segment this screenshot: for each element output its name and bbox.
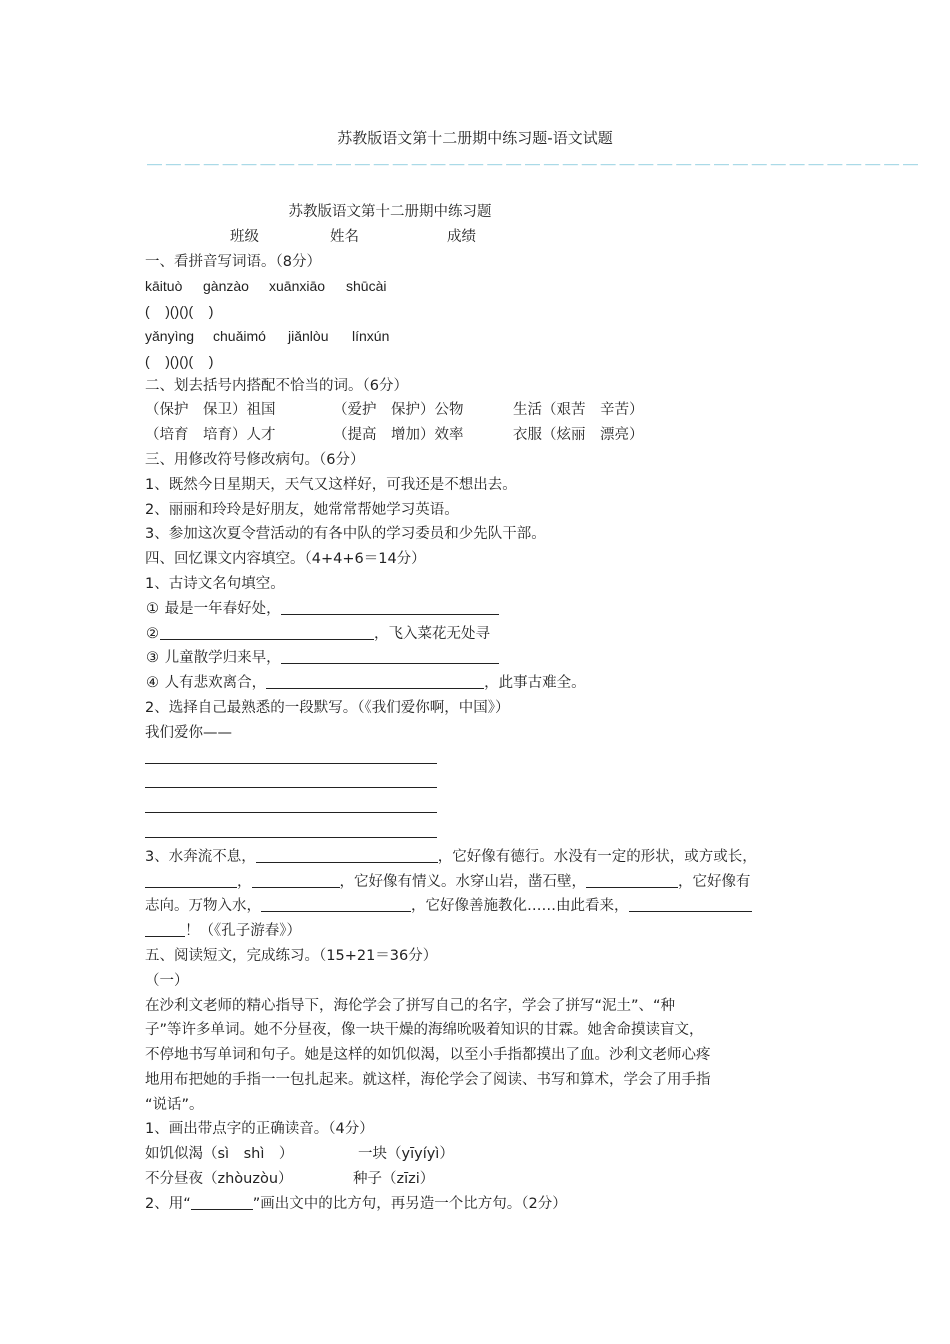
passage-line: 不停地书写单词和句子。她是这样的如饥似渴，以至小手指都摸出了血。沙利文老师心疼 (145, 1047, 711, 1064)
word-choice[interactable]: 衣服（炫丽 漂亮） (513, 427, 644, 444)
poem-text: ，此事古难全。 (484, 675, 586, 692)
passage-line: 地用布把她的手指一一包扎起来。就这样，海伦学会了阅读、书写和算术，学会了用手指 (145, 1071, 711, 1088)
name-label: 姓名 (330, 228, 359, 245)
passage-line: “说话”。 (145, 1096, 204, 1113)
question-text: ！（《孔子游春》） (185, 923, 301, 940)
water-question-line-4 (145, 919, 825, 944)
metaphor-question (145, 1192, 825, 1217)
poem-line-2 (145, 622, 825, 647)
question-text: 志向。万物入水， (145, 898, 261, 915)
poem-text: ，飞入菜花无处寻 (374, 625, 490, 642)
fill-blank[interactable] (586, 872, 678, 888)
word-choice[interactable]: （保护 保卫）祖国 (145, 402, 276, 419)
pinyin-word: kāituò (145, 278, 183, 295)
reading-subheading: （一） (145, 972, 189, 989)
fill-blank[interactable] (252, 872, 340, 888)
pronunciation-choice[interactable]: 种子（zīzi） (353, 1171, 435, 1188)
passage-line: 子”等许多单词。她不分昼夜，像一块干燥的海绵吮吸着知识的甘霖。她舍命摸读盲文， (145, 1022, 704, 1039)
pinyin-word: yǎnyìng (145, 327, 195, 344)
fill-blank[interactable] (261, 896, 411, 912)
word-choice-row-2 (145, 423, 825, 448)
poem-line-1 (145, 597, 825, 622)
section-3-heading: 三、用修改符号修改病句。（6分） (145, 451, 365, 468)
fill-blank[interactable] (160, 624, 374, 640)
circled-number: ② (146, 625, 159, 642)
recite-start: 我们爱你—— (145, 724, 232, 741)
score-label: 成绩 (447, 228, 476, 245)
question-text: ，它好像有情义。水穿山岩，凿石壁， (339, 873, 586, 890)
circled-number: ① (146, 600, 159, 617)
pronunciation-choice[interactable]: 不分昼夜（zhòuzòu） (145, 1171, 293, 1188)
pinyin-word: chuǎimó (213, 327, 266, 344)
word-choice[interactable]: （提高 增加）效率 (333, 427, 464, 444)
question-text: ，它好像有德行。水没有一定的形状，或方或长， (437, 848, 757, 865)
fill-blank[interactable] (281, 648, 499, 664)
answer-blanks-2[interactable]: ( )()()( ) (145, 352, 214, 369)
poem-line-3 (145, 646, 825, 671)
recite-question: 2、选择自己最熟悉的一段默写。（《我们爱你啊，中国》） (145, 699, 510, 716)
poem-text: 人有悲欢离合， (164, 675, 267, 692)
title-divider: ＿＿＿＿＿＿＿＿＿＿＿＿＿＿＿＿＿＿＿＿＿＿＿＿＿＿＿＿＿＿＿＿＿＿＿＿＿＿＿＿＿ (147, 149, 922, 167)
fill-blank[interactable] (629, 896, 752, 912)
sentence-item: 3、参加这次夏令营活动的有各中队的学习委员和少先队干部。 (145, 526, 546, 543)
recite-line (145, 770, 825, 795)
pronunciation-choice[interactable]: 如饥似渴（sì shì ） (145, 1146, 294, 1163)
pronunciation-choice[interactable]: 一块（yīyíyì） (358, 1146, 454, 1163)
pinyin-word: xuānxiāo (269, 278, 326, 295)
word-choice-row-1 (145, 398, 825, 423)
water-question-line-3 (145, 894, 825, 919)
fill-blank[interactable] (145, 921, 185, 937)
circled-number: ③ (146, 650, 159, 667)
pinyin-row-2 (145, 324, 825, 349)
sentence-item: 2、丽丽和玲玲是好朋友，她常常帮她学习英语。 (145, 501, 459, 518)
question-text: ”画出文中的比方句，再另造一个比方句。（2分） (252, 1195, 567, 1212)
fill-blank[interactable] (145, 822, 437, 838)
pinyin-row-1 (145, 274, 825, 299)
sentence-item: 1、既然今日星期天，天气又这样好，可我还是不想出去。 (145, 476, 517, 493)
pronunciation-row-1 (145, 1142, 825, 1167)
water-question-line-1 (145, 845, 825, 870)
fill-blank[interactable] (281, 599, 499, 615)
section-5-heading: 五、阅读短文，完成练习。（15+21＝36分） (145, 947, 438, 964)
word-choice[interactable]: （爱护 保护）公物 (333, 402, 464, 419)
fill-blank[interactable] (256, 847, 438, 863)
section-4-heading: 四、回忆课文内容填空。（4+4+6＝14分） (145, 551, 426, 568)
question-text: ， (237, 873, 252, 890)
recite-line (145, 746, 825, 771)
pronunciation-question: 1、画出带点字的正确读音。（4分） (145, 1121, 374, 1138)
question-text: 3、水奔流不息， (145, 848, 256, 865)
document-title: 苏教版语文第十二册期中练习题-语文试题 (337, 129, 613, 147)
recite-line (145, 795, 825, 820)
question-text: ，它好像善施教化……由此看来， (411, 898, 629, 915)
exam-body (145, 200, 825, 1217)
question-text: 2、用“ (145, 1195, 191, 1212)
water-question-line-2 (145, 870, 825, 895)
recite-line (145, 820, 825, 845)
pinyin-word: jiǎnlòu (288, 327, 329, 344)
word-choice[interactable]: （培育 培育）人才 (145, 427, 276, 444)
fill-blank[interactable] (191, 1194, 253, 1210)
passage-line: 在沙利文老师的精心指导下，海伦学会了拼写自己的名字，学会了拼写“泥土”、“种 (145, 997, 676, 1014)
circled-number: ④ (146, 675, 159, 692)
answer-blanks-1[interactable]: ( )()()( ) (145, 303, 214, 320)
fill-blank[interactable] (145, 872, 237, 888)
question-text: ，它好像有 (678, 873, 751, 890)
exam-title: 苏教版语文第十二册期中练习题 (288, 204, 492, 220)
word-choice[interactable]: 生活（艰苦 辛苦） (513, 402, 644, 419)
poem-text: 儿童散学归来早， (164, 650, 281, 667)
pinyin-word: gànzào (203, 278, 249, 295)
fill-blank[interactable] (145, 748, 437, 764)
fill-blank[interactable] (266, 673, 484, 689)
fill-blank[interactable] (145, 772, 437, 788)
class-label: 班级 (230, 228, 259, 245)
pinyin-word: shūcài (346, 278, 387, 295)
pinyin-word: línxún (352, 327, 390, 344)
fill-blank[interactable] (145, 797, 437, 813)
section-1-heading: 一、看拼音写词语。（8分） (145, 253, 321, 270)
exam-info-row (145, 225, 825, 250)
poem-line-4 (145, 671, 825, 696)
poem-text: 最是一年春好处， (164, 600, 281, 617)
poem-question: 1、古诗文名句填空。 (145, 575, 285, 592)
section-2-heading: 二、划去括号内搭配不恰当的词。（6分） (145, 377, 408, 394)
pronunciation-row-2 (145, 1167, 825, 1192)
